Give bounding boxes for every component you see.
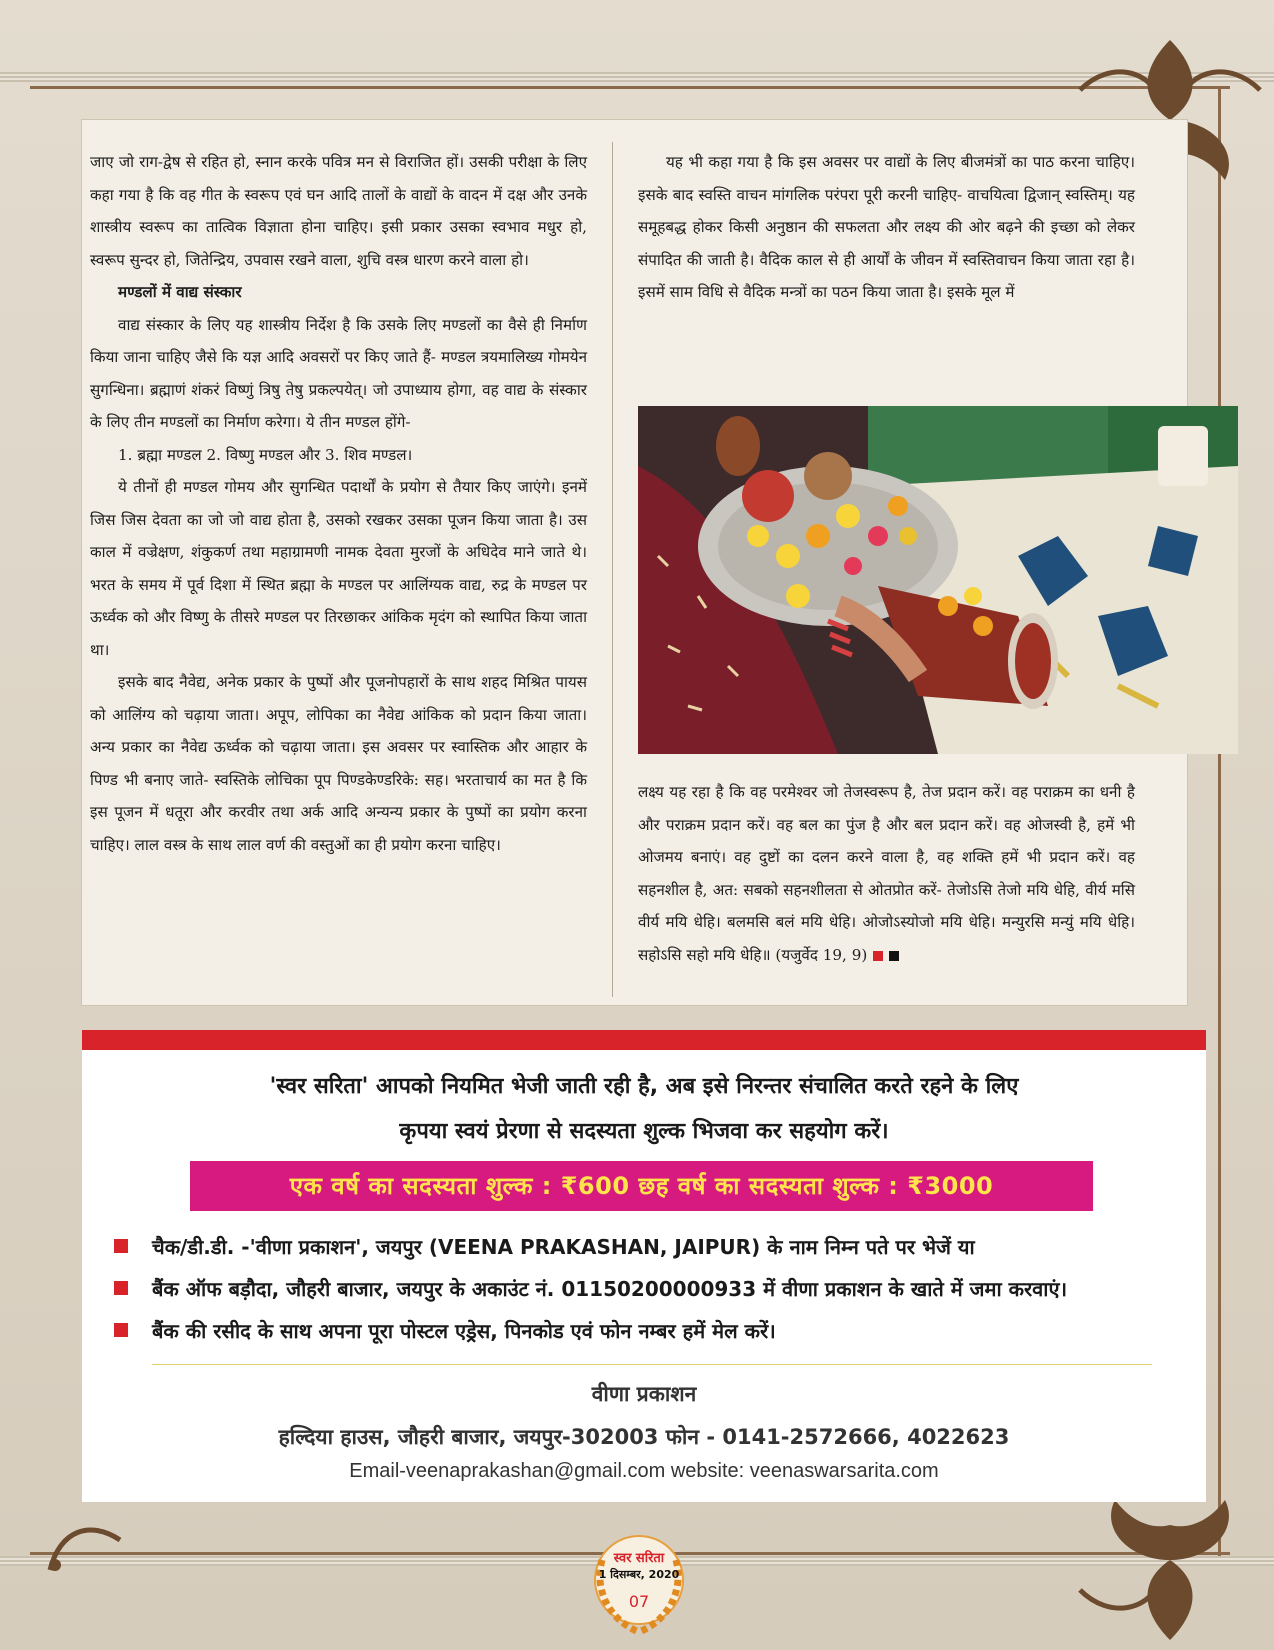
list-item xyxy=(110,1310,1200,1352)
column-divider xyxy=(612,142,613,997)
paragraph xyxy=(638,776,1135,971)
bottom-left-ornament xyxy=(40,1500,130,1580)
list-item xyxy=(110,1226,1200,1268)
publisher-contact: Email-veenaprakashan@gmail.com website: veenaswarsarita.com xyxy=(349,1460,939,1482)
fee-banner: एक वर्ष का सदस्यता शुल्क : ₹600 छह वर्ष का सदस्यता शुल्क : ₹3000 xyxy=(190,1161,1093,1211)
paragraph: 1. ब्रह्मा मण्डल 2. विष्णु मण्डल और 3. शिव मण्डल। xyxy=(118,445,413,464)
badge-title: स्वर सरिता xyxy=(613,1551,665,1566)
list-item-text: बैंक ऑफ बड़ौदा, जौहरी बाजार, जयपुर के अकाउंट नं. 01150200000933 में वीणा प्रकाशन के खाते में जमा करवाएं। xyxy=(152,1277,1068,1301)
payment-instructions xyxy=(110,1226,1200,1352)
list-item-text: बैंक की रसीद के साथ अपना पूरा पोस्टल एड्रेस, पिनकोड एवं फोन नम्बर हमें मेल करें। xyxy=(152,1319,776,1343)
frame-top-line xyxy=(30,86,1230,89)
section-heading: मण्डलों में वाद्य संस्कार xyxy=(118,283,242,301)
list-item xyxy=(110,1268,1200,1310)
badge-date: 1 दिसम्बर, 2020 xyxy=(598,1568,680,1581)
paragraph-text: लक्ष्य यह रहा है कि वह परमेश्वर जो तेजस्वरूप है, तेज प्रदान करें। वह पराक्रम का धनी है और पराक्रम प्रदान करें। वह बल का पुंज है और बल प्रदान करें। वह ओजस्वी है, हमें भी ओजमय बनाएं। वह दुष्टों का दलन करने वाला है, वह शक्ति हमें भी प्रदान करें। वह सहनशील है, अत: सबको सहनशीलता से ओतप्रोत करें- तेजोऽसि तेजो मयि धेहि, वीर्य मसि वीर्य मयि धेहि। बलमसि बलं मयि धेहि। ओजोऽस्योजो मयि धेहि। मन्युरसि मन्युं मयि धेहि। सहोऽसि सहो मयि धेहि॥ (यजुर्वेद 19, 9) xyxy=(638,783,1135,964)
paragraph: यह भी कहा गया है कि इस अवसर पर वाद्यों के लिए बीजमंत्रों का पाठ करना चाहिए। इसके बाद स्वस्ति वाचन मांगलिक परंपरा पूरी करनी चाहिए- वाचयित्वा द्विजान् स्वस्तिम्। यह समूहबद्ध होकर किसी अनुष्ठान की सफलता और लक्ष्य की ओर बढ़ने की इच्छा को लेकर संपादित की जाती है। वैदिक काल से ही आर्यों के जीवन में स्वस्तिवाचन किया जाता रहा है। इसमें साम विधि से वैदिक मन्त्रों का पठन किया जाता है। इसके मूल में xyxy=(638,153,1135,301)
bottom-right-ornament xyxy=(1060,1480,1274,1650)
bullet-square-icon xyxy=(114,1281,128,1295)
end-mark-red xyxy=(873,951,883,961)
page-number: 07 xyxy=(628,1592,650,1611)
ad-divider xyxy=(152,1364,1152,1365)
photo-illustration xyxy=(638,406,1238,754)
puja-photo xyxy=(638,406,1238,754)
ad-red-bar xyxy=(82,1030,1206,1050)
paragraph: वाद्य संस्कार के लिए यह शास्त्रीय निर्देश है कि उसके लिए मण्डलों का वैसे ही निर्माण किया जाना चाहिए जैसे कि यज्ञ आदि अवसरों पर किए जाते हैं- मण्डल त्रयमालिख्य गोमयेन सुगन्धिना। ब्रह्माणं शंकरं विष्णुं त्रिषु तेषु प्रकल्पयेत्। जो उपाध्याय होगा, वह वाद्य के संस्कार के लिए तीन मण्डलों का निर्माण करेगा। ये तीन मण्डल होंगे- xyxy=(90,315,587,431)
ad-subheadline: कृपया स्वयं प्रेरणा से सदस्यता शुल्क भिजवा कर सहयोग करें। xyxy=(399,1119,889,1144)
ad-headline: 'स्वर सरिता' आपको नियमित भेजी जाती रही है, अब इसे निरन्तर संचालित करते रहने के लिए xyxy=(269,1074,1019,1099)
paragraph: जाए जो राग-द्वेष से रहित हो, स्नान करके पवित्र मन से विराजित हों। उसकी परीक्षा के लिए कहा गया है कि वह गीत के स्वरूप एवं घन आदि तालों के वाद्यों के वादन में दक्ष और उनके शास्त्रीय स्वरूप का तात्विक विज्ञाता होना चाहिए। इसी प्रकार उसका स्वभाव मधुर हो, स्वरूप सुन्दर हो, जितेन्द्रिय, उपवास रखने वाला, शुचि वस्त्र धारण करने वाला हो। xyxy=(90,153,587,269)
page-badge xyxy=(584,1520,694,1640)
publisher-address: हल्दिया हाउस, जौहरी बाजार, जयपुर-302003 फोन - 0141-2572666, 4022623 xyxy=(278,1425,1010,1449)
bullet-square-icon xyxy=(114,1239,128,1253)
right-column-top xyxy=(638,146,1135,309)
left-column xyxy=(90,146,587,861)
paragraph: ये तीनों ही मण्डल गोमय और सुगन्धित पदार्थों के प्रयोग से तैयार किए जाएंगे। इनमें जिस जिस देवता का जो जो वाद्य होता है, उसको रखकर उसका पूजन किया जाता है। उस काल में वज्रेक्षण, शंकुकर्ण तथा महाग्रामणी नामक देवता मुरजों के अधिदेव माने जाते थे। भरत के समय में पूर्व दिशा में स्थित ब्रह्मा के मण्डल पर आलिंग्यक वाद्य, रुद्र के मण्डल पर ऊर्ध्वक को और विष्णु के तीसरे मण्डल पर तिरछाकर आंकिक मृदंग को स्थापित किया जाता था। xyxy=(90,478,587,659)
bullet-square-icon xyxy=(114,1323,128,1337)
right-column-bottom xyxy=(638,776,1135,971)
list-item-text: चैक/डी.डी. -'वीणा प्रकाशन', जयपुर (VEENA PRAKASHAN, JAIPUR) के नाम निम्न पते पर भेजें या xyxy=(152,1235,975,1259)
frame-right-line xyxy=(1218,86,1221,1556)
publisher-name: वीणा प्रकाशन xyxy=(591,1382,697,1406)
end-mark-black xyxy=(889,951,899,961)
paragraph: इसके बाद नैवेद्य, अनेक प्रकार के पुष्पों और पूजनोपहारों के साथ शहद मिश्रित पायस को आलिंग्य को चढ़ाया जाता। अपूप, लोपिका का नैवेद्य आंकिक को प्रदान किया जाता। अन्य प्रकार का नैवेद्य ऊर्ध्वक को चढ़ाया जाता। इस अवसर पर स्वास्तिक और आहार के पिण्ड भी बनाए जाते- स्वस्तिके लोचिका पूप पिण्डकेण्डरिके: सह। भरताचार्य का मत है कि इस पूजन में धतूरा और करवीर तथा अर्क आदि अन्यन्य प्रकार के पुष्पों का प्रयोग करना चाहिए। लाल वस्त्र के साथ लाल वर्ण की वस्तुओं का ही प्रयोग करना चाहिए। xyxy=(90,673,587,854)
